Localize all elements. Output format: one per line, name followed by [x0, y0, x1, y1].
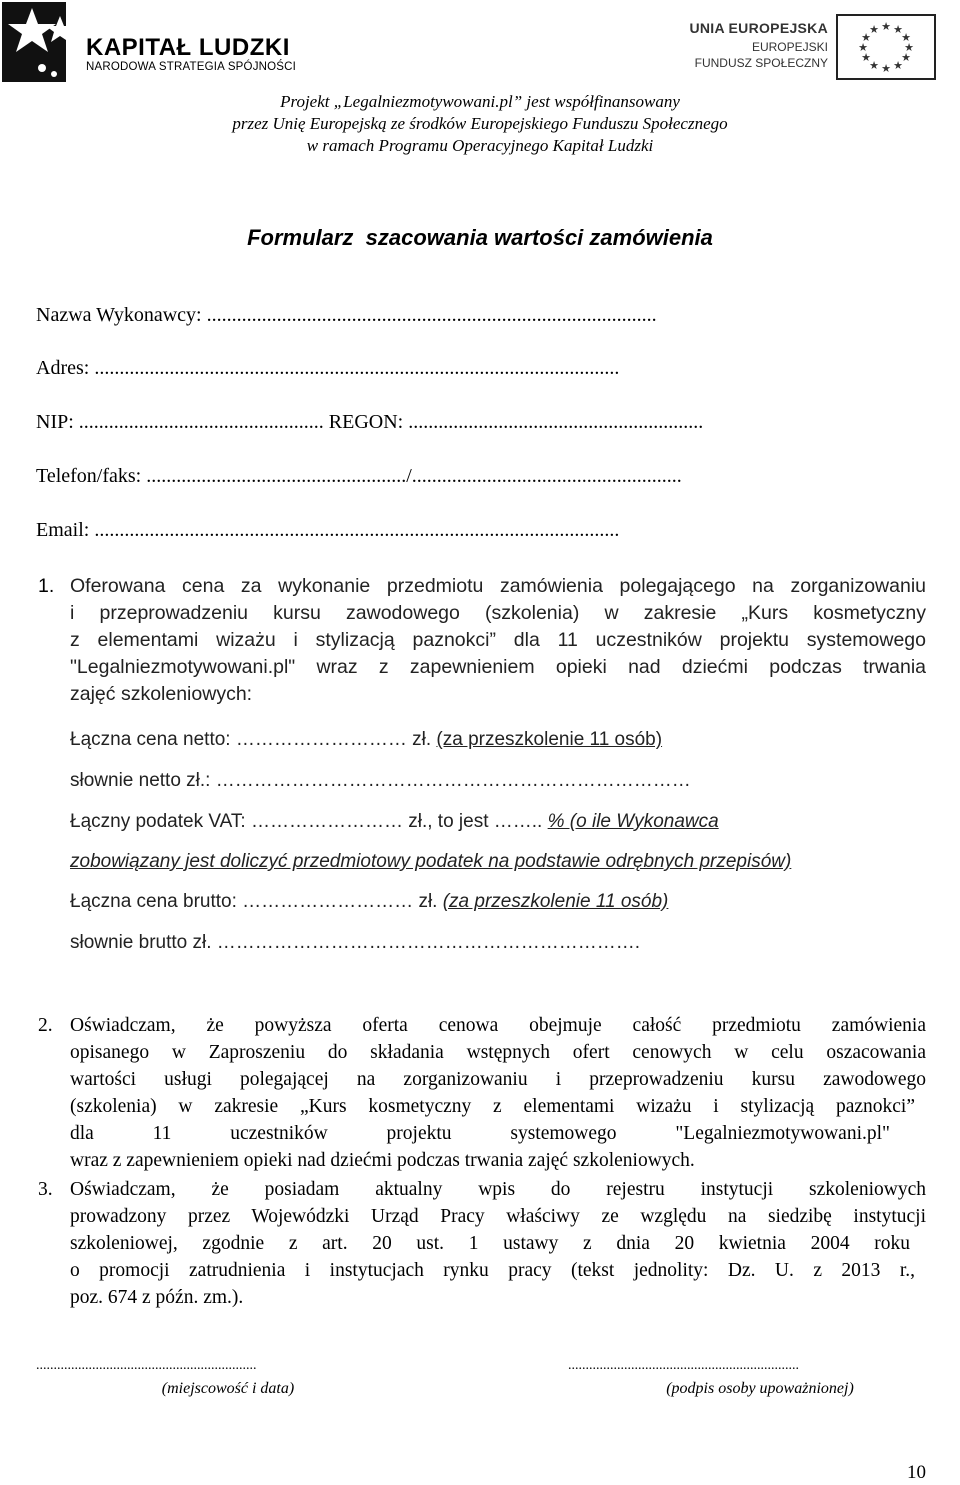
place-date-caption: (miejscowość i data): [161, 1380, 295, 1397]
gross-price-note: (za przeszkolenie 11 osób): [442, 891, 669, 912]
point-1-line: i przeprowadzeniu kursu zawodowego (szkolenia) w zakresie „Kurs kosmetyczny: [70, 602, 926, 624]
svg-text:★: ★: [904, 41, 914, 54]
vat-input[interactable]: ……………………: [250, 811, 403, 832]
point-1-line: zajęć szkoleniowych:: [70, 683, 253, 705]
gross-price-unit: zł.: [418, 891, 438, 912]
point-1-text: [70, 573, 926, 708]
kapital-ludzki-logo: [2, 2, 302, 84]
eu-logo-line3: FUNDUSZ SPOŁECZNY: [694, 56, 828, 70]
eu-logo-line1: UNIA EUROPEJSKA: [689, 20, 828, 36]
point-3-number: 3.: [38, 1179, 53, 1200]
svg-text:★: ★: [881, 62, 891, 75]
vat-percent-input[interactable]: ……..: [493, 811, 543, 832]
svg-text:★: ★: [901, 31, 911, 44]
point-3-line: prowadzony przez Wojewódzki Urząd Pracy właściwy ze względu na siedzibę instytucji: [70, 1206, 926, 1227]
authorized-signature-line[interactable]: ..................................................................: [568, 1358, 799, 1373]
svg-text:★: ★: [893, 59, 903, 72]
svg-text:★: ★: [861, 51, 871, 64]
gross-price-label: Łączna cena brutto:: [70, 891, 237, 912]
net-price-unit: zł.: [412, 729, 432, 750]
gross-words-input[interactable]: ………………………………………………………….: [216, 932, 641, 953]
contractor-address-field[interactable]: Adres: .........................................................................................................: [36, 357, 620, 379]
eu-flag-icon: [836, 14, 936, 80]
kapital-ludzki-emblem-icon: [2, 2, 82, 84]
nip-regon-field[interactable]: NIP: ................................................. REGON: ...........................................................: [36, 411, 704, 433]
place-date-signature-line[interactable]: ...............................................................: [36, 1358, 257, 1373]
net-words-row: [70, 770, 691, 792]
svg-text:★: ★: [861, 31, 871, 44]
vat-note-continued: zobowiązany jest doliczyć przedmiotowy podatek na podstawie odrębnych przepisów): [70, 851, 792, 872]
gross-words-row: [70, 932, 640, 954]
net-price-note: (za przeszkolenie 11 osób): [436, 729, 663, 750]
svg-text:★: ★: [893, 23, 903, 36]
vat-label: Łączny podatek VAT:: [70, 811, 246, 832]
eu-logo: [690, 14, 940, 84]
point-1-number: 1.: [38, 575, 55, 597]
point-2-text: [70, 1012, 926, 1174]
svg-text:★: ★: [901, 51, 911, 64]
svg-text:★: ★: [858, 41, 868, 54]
phone-fax-field[interactable]: Telefon/faks: ..................................................../......................................................: [36, 465, 682, 487]
net-words-label: słownie netto zł.:: [70, 770, 211, 791]
eu-logo-line2: EUROPEJSKI: [751, 40, 828, 54]
net-words-input[interactable]: …………………………………………………………………: [215, 770, 691, 791]
vat-note-start: % (o ile Wykonawca: [547, 811, 719, 832]
project-info-line: w ramach Programu Operacyjnego Kapitał Ludzki: [306, 136, 654, 155]
point-2-line: Oświadczam, że powyższa oferta cenowa obejmuje całość przedmiotu zamówienia: [70, 1015, 926, 1036]
contractor-name-field[interactable]: Nazwa Wykonawcy: ..........................................................................................: [36, 304, 657, 326]
point-3-text: [70, 1176, 926, 1311]
point-3-line: szkoleniowej, zgodnie z art. 20 ust. 1 ustawy z dnia 20 kwietnia 2004 roku: [70, 1233, 910, 1254]
page-number: 10: [907, 1462, 926, 1483]
svg-text:★: ★: [869, 23, 879, 36]
vat-row: [70, 811, 926, 833]
point-1-line: "Legalniezmotywowani.pl" wraz z zapewnieniem opieki nad dziećmi podczas trwania: [70, 656, 926, 678]
point-1-line: z elementami wizażu i stylizacją paznokci” dla 11 uczestników projektu systemowego: [70, 629, 926, 651]
point-2-line: opisanego w Zaproszeniu do składania wstępnych ofert cenowych w celu oszacowania: [70, 1042, 926, 1063]
kapital-ludzki-subtitle: NARODOWA STRATEGIA SPÓJNOŚCI: [86, 61, 297, 73]
net-price-input[interactable]: ………………………: [235, 729, 407, 750]
point-1-line: Oferowana cena za wykonanie przedmiotu zamówienia polegającego na zorganizowaniu: [70, 575, 926, 597]
vat-unit: zł., to jest: [408, 811, 489, 832]
gross-words-label: słownie brutto zł.: [70, 932, 212, 953]
point-2-line: wraz z zapewnieniem opieki nad dziećmi podczas trwania zajęć szkoleniowych.: [70, 1150, 695, 1171]
net-price-label: Łączna cena netto:: [70, 729, 231, 750]
page-title: Formularz szacowania wartości zamówienia: [247, 225, 713, 250]
svg-text:★: ★: [881, 20, 891, 33]
svg-text:★: ★: [869, 59, 879, 72]
gross-price-input[interactable]: ………………………: [242, 891, 414, 912]
net-price-row: [70, 729, 662, 751]
gross-price-row: [70, 891, 668, 913]
project-info-line: przez Unię Europejską ze środków Europejskiego Funduszu Społecznego: [232, 114, 728, 133]
project-info-line: Projekt „Legalniezmotywowani.pl” jest współfinansowany: [280, 92, 680, 111]
point-3-line: o promocji zatrudnienia i instytucjach rynku pracy (tekst jednolity: Dz. U. z 2013 r.,: [70, 1260, 915, 1281]
project-info: [0, 91, 960, 157]
point-3-line: poz. 674 z późn. zm.).: [70, 1287, 244, 1308]
point-3-line: Oświadczam, że posiadam aktualny wpis do rejestru instytucji szkoleniowych: [70, 1179, 926, 1200]
point-2-line: dla 11 uczestników projektu systemowego "Legalniezmotywowani.pl": [70, 1123, 890, 1144]
point-2-number: 2.: [38, 1015, 53, 1036]
point-2-line: wartości usługi polegającej na zorganizowaniu i przeprowadzeniu kursu zawodowego: [70, 1069, 926, 1090]
authorized-signature-caption: (podpis osoby upoważnionej): [666, 1380, 854, 1397]
kapital-ludzki-title: KAPITAŁ LUDZKI: [86, 34, 290, 61]
point-2-line: (szkolenia) w zakresie „Kurs kosmetyczny z elementami wizażu i stylizacją paznokci”: [70, 1096, 915, 1117]
email-field[interactable]: Email: .........................................................................................................: [36, 519, 620, 541]
